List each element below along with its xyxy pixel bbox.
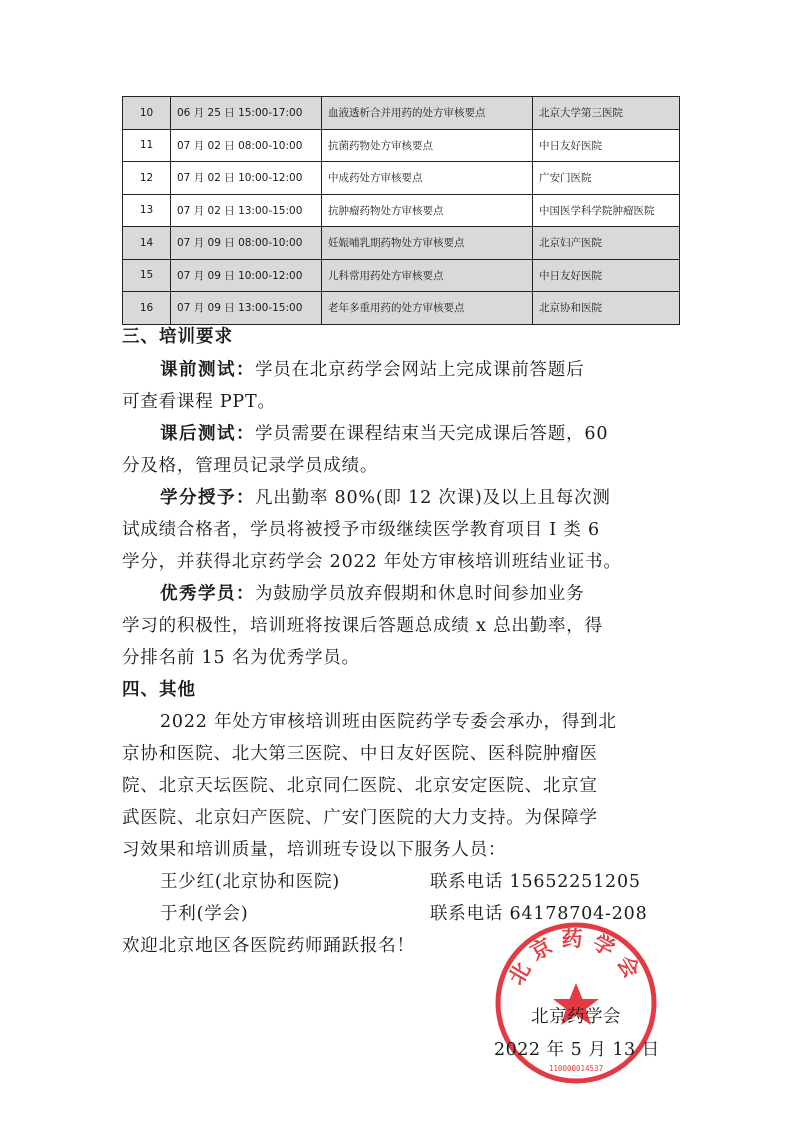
table-row xyxy=(123,97,680,130)
signature-date: 2022 年 5 月 13 日 xyxy=(494,1040,660,1060)
row-number: 15 xyxy=(123,259,171,292)
post-test-line1 xyxy=(160,426,720,444)
excellent-line2: 学习的积极性，培训班将按课后答题总成绩 x 总出勤率，得 xyxy=(122,616,603,636)
row-time: 07 月 02 日 08:00-10:00 xyxy=(171,129,322,162)
section4-para-line4: 武医院、北京妇产医院、广安门医院的大力支持。为保障学 xyxy=(122,808,598,828)
row-hospital: 广安门医院 xyxy=(533,162,680,195)
row-topic: 妊娠哺乳期药物处方审核要点 xyxy=(322,227,533,260)
row-number: 12 xyxy=(123,162,171,195)
credit-text: 凡出勤率 80%(即 12 次课)及以上且每次测 xyxy=(255,488,611,508)
row-hospital: 中日友好医院 xyxy=(533,129,680,162)
table-row xyxy=(123,259,680,292)
contact-name-1: 王少红(北京协和医院) xyxy=(160,872,340,892)
row-time: 07 月 09 日 13:00-15:00 xyxy=(171,292,322,325)
post-test-line2: 分及格，管理员记录学员成绩。 xyxy=(122,456,379,476)
table-row xyxy=(123,227,680,260)
row-number: 13 xyxy=(123,194,171,227)
row-number: 16 xyxy=(123,292,171,325)
table-row xyxy=(123,292,680,325)
credit-line3: 学分，并获得北京药学会 2022 年处方审核培训班结业证书。 xyxy=(122,552,622,572)
schedule-table xyxy=(122,96,680,325)
section4-para-line2: 京协和医院、北大第三医院、中日友好医院、医科院肿瘤医 xyxy=(122,744,598,764)
row-number: 14 xyxy=(123,227,171,260)
row-topic: 血液透析合并用药的处方审核要点 xyxy=(322,97,533,130)
post-test-label: 课后测试： xyxy=(160,424,255,444)
row-topic: 抗肿瘤药物处方审核要点 xyxy=(322,194,533,227)
row-time: 07 月 02 日 10:00-12:00 xyxy=(171,162,322,195)
table-row xyxy=(123,162,680,195)
section3-heading: 三、培训要求 xyxy=(122,327,233,347)
row-topic: 中成药处方审核要点 xyxy=(322,162,533,195)
section4-heading: 四、其他 xyxy=(122,680,196,700)
pre-test-label: 课前测试： xyxy=(160,360,255,380)
pre-test-text: 学员在北京药学会网站上完成课前答题后 xyxy=(255,360,585,380)
excellent-line1 xyxy=(160,586,720,604)
schedule-table-body xyxy=(123,97,680,325)
row-topic: 老年多重用药的处方审核要点 xyxy=(322,292,533,325)
row-number: 10 xyxy=(123,97,171,130)
credit-line1 xyxy=(160,490,720,508)
row-time: 06 月 25 日 15:00-17:00 xyxy=(171,97,322,130)
post-test-text: 学员需要在课程结束当天完成课后答题，60 xyxy=(255,424,609,444)
row-time: 07 月 09 日 10:00-12:00 xyxy=(171,259,322,292)
row-time: 07 月 09 日 08:00-10:00 xyxy=(171,227,322,260)
table-row xyxy=(123,194,680,227)
row-number: 11 xyxy=(123,129,171,162)
contact-name-2: 于利(学会) xyxy=(160,904,249,924)
excellent-label: 优秀学员： xyxy=(160,584,255,604)
table-row xyxy=(123,129,680,162)
excellent-line3: 分排名前 15 名为优秀学员。 xyxy=(122,648,360,668)
excellent-text: 为鼓励学员放弃假期和休息时间参加业务 xyxy=(255,584,585,604)
section4-para-line1: 2022 年处方审核培训班由医院药学专委会承办，得到北 xyxy=(160,712,617,732)
seal-number: 110000014537 xyxy=(548,1064,604,1073)
credit-line2: 试成绩合格者，学员将被授予市级继续医学教育项目 I 类 6 xyxy=(122,520,600,540)
welcome-text: 欢迎北京地区各医院药师踊跃报名！ xyxy=(122,936,415,956)
row-hospital: 北京妇产医院 xyxy=(533,227,680,260)
contact-phone-1: 联系电话 15652251205 xyxy=(430,872,641,892)
credit-label: 学分授予： xyxy=(160,488,255,508)
pre-test-line1 xyxy=(160,362,720,380)
section4-para-line5: 习效果和培训质量，培训班专设以下服务人员： xyxy=(122,840,507,860)
seal-arc-text: 北京药学会 xyxy=(504,927,648,989)
row-topic: 抗菌药物处方审核要点 xyxy=(322,129,533,162)
pre-test-line2: 可查看课程 PPT。 xyxy=(122,392,276,412)
row-hospital: 中国医学科学院肿瘤医院 xyxy=(533,194,680,227)
row-time: 07 月 02 日 13:00-15:00 xyxy=(171,194,322,227)
contact-phone-2: 联系电话 64178704-208 xyxy=(430,904,648,924)
section4-para-line3: 院、北京天坛医院、北京同仁医院、北京安定医院、北京宣 xyxy=(122,776,598,796)
row-hospital: 北京大学第三医院 xyxy=(533,97,680,130)
signature-org: 北京药学会 xyxy=(531,1007,621,1027)
row-topic: 儿科常用药处方审核要点 xyxy=(322,259,533,292)
row-hospital: 北京协和医院 xyxy=(533,292,680,325)
row-hospital: 中日友好医院 xyxy=(533,259,680,292)
